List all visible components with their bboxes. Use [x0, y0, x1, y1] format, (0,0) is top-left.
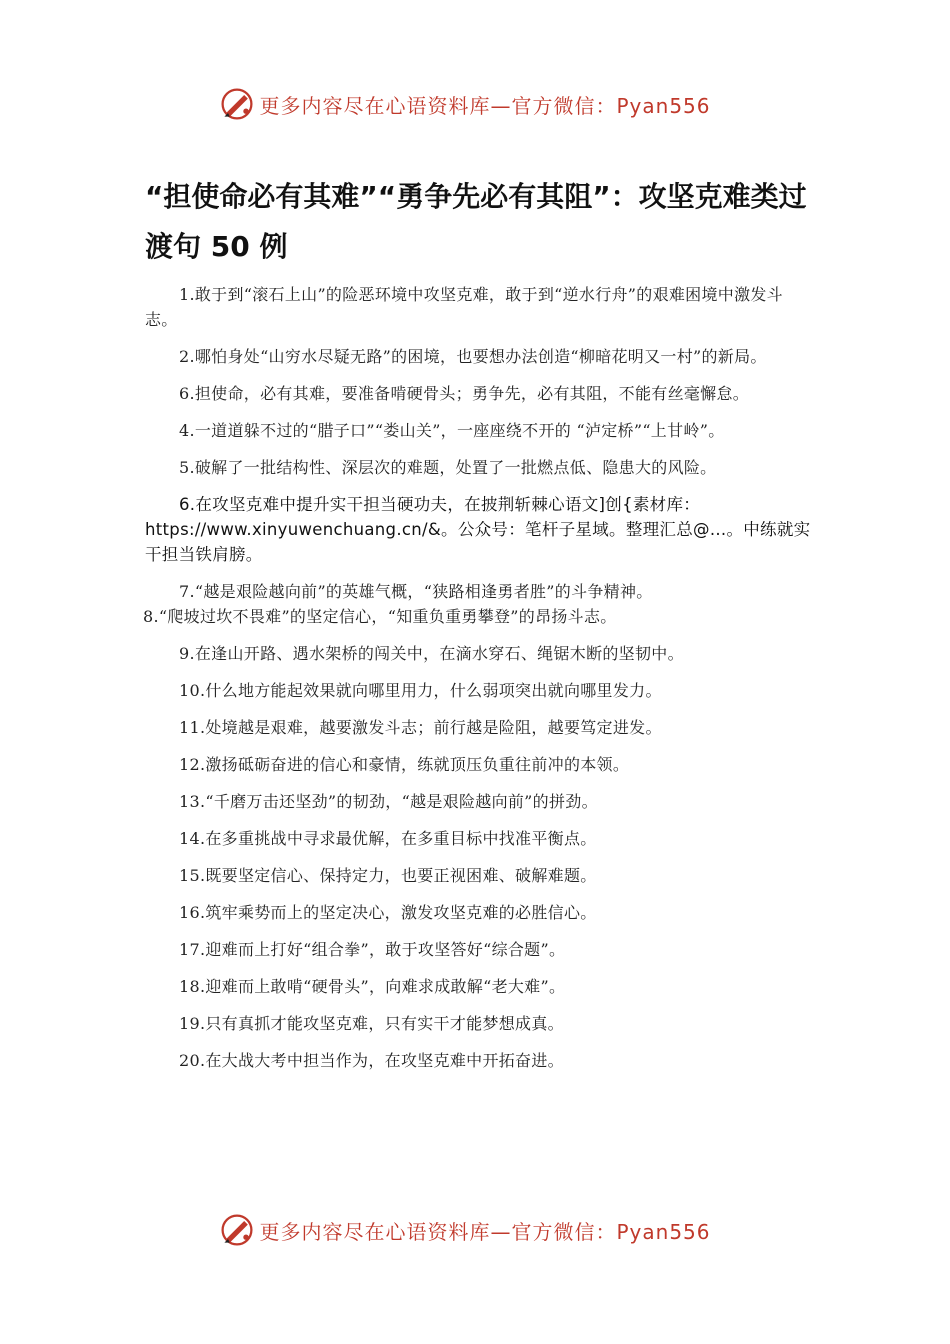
- list-item: 6.担使命，必有其难，要准备啃硬骨头；勇争先，必有其阻，不能有丝毫懈怠。: [179, 384, 750, 403]
- list-item: 20.在大战大考中担当作为，在攻坚克难中开拓奋进。: [179, 1051, 564, 1070]
- pen-logo-icon: [219, 1212, 255, 1248]
- list-item: 1.敢于到“滚石上山”的险恶环境中攻坚克难，敢于到“逆水行舟”的艰难困境中激发斗志。: [145, 285, 783, 329]
- list-item: 2.哪怕身处“山穷水尽疑无路”的困境，也要想办法创造“柳暗花明又一村”的新局。: [179, 347, 767, 366]
- list-item: 8.“爬坡过坎不畏难”的坚定信心，“知重负重勇攀登”的昂扬斗志。: [143, 607, 617, 626]
- list-item: 17.迎难而上打好“组合拳”，敢于攻坚答好“综合题”。: [179, 940, 566, 959]
- footer-banner: [0, 1210, 950, 1250]
- list-item: 9.在逢山开路、遇水架桥的闯关中，在滴水穿石、绳锯木断的坚韧中。: [179, 644, 684, 663]
- list-item: 5.破解了一批结构性、深层次的难题，处置了一批燃点低、隐患大的风险。: [179, 458, 717, 477]
- list-item: 15.既要坚定信心、保持定力，也要正视困难、破解难题。: [179, 866, 597, 885]
- list-item: 7.“越是艰险越向前”的英雄气概，“狭路相逢勇者胜”的斗争精神。: [179, 582, 653, 601]
- list-item: 11.处境越是艰难，越要激发斗志；前行越是险阻，越要笃定进发。: [179, 718, 662, 737]
- list-item: 13.“千磨万击还坚劲”的韧劲，“越是艰险越向前”的拼劲。: [179, 792, 598, 811]
- list-item: 6.在攻坚克难中提升实干担当硬功夫，在披荆斩棘心语文]创{素材库：https://www.xinyuwenchuang.cn/&。公众号：笔杆子星域。整理汇总@...。中练就实干担当铁肩膀。: [145, 495, 811, 564]
- list-item: 18.迎难而上敢啃“硬骨头”，向难求成敢解“老大难”。: [179, 977, 566, 996]
- page-title: “担使命必有其难”“勇争先必有其阻”：攻坚克难类过渡句 50 例: [145, 180, 807, 263]
- list-item: 19.只有真抓才能攻坚克难，只有实干才能梦想成真。: [179, 1014, 564, 1033]
- header-banner: [0, 84, 950, 124]
- list-item: 12.激扬砥砺奋进的信心和豪情，练就顶压负重往前冲的本领。: [179, 755, 630, 774]
- list-item: 14.在多重挑战中寻求最优解，在多重目标中找准平衡点。: [179, 829, 597, 848]
- list-item: 10.什么地方能起效果就向哪里用力，什么弱项突出就向哪里发力。: [179, 681, 662, 700]
- wechat-id: Pyan556: [616, 93, 711, 118]
- list-item: 16.筑牢乘势而上的坚定决心，激发攻坚克难的必胜信心。: [179, 903, 597, 922]
- pen-logo-icon: [219, 86, 255, 122]
- banner-text: 更多内容尽在心语资料库—官方微信：Pyan556: [259, 93, 711, 118]
- banner-text: 更多内容尽在心语资料库—官方微信：Pyan556: [259, 1219, 711, 1244]
- document-body: [145, 282, 815, 1085]
- list-item: 4.一道道躲不过的“腊子口”“娄山关”，一座座绕不开的 “泸定桥”“上甘岭”。: [179, 421, 725, 440]
- wechat-id: Pyan556: [616, 1219, 711, 1244]
